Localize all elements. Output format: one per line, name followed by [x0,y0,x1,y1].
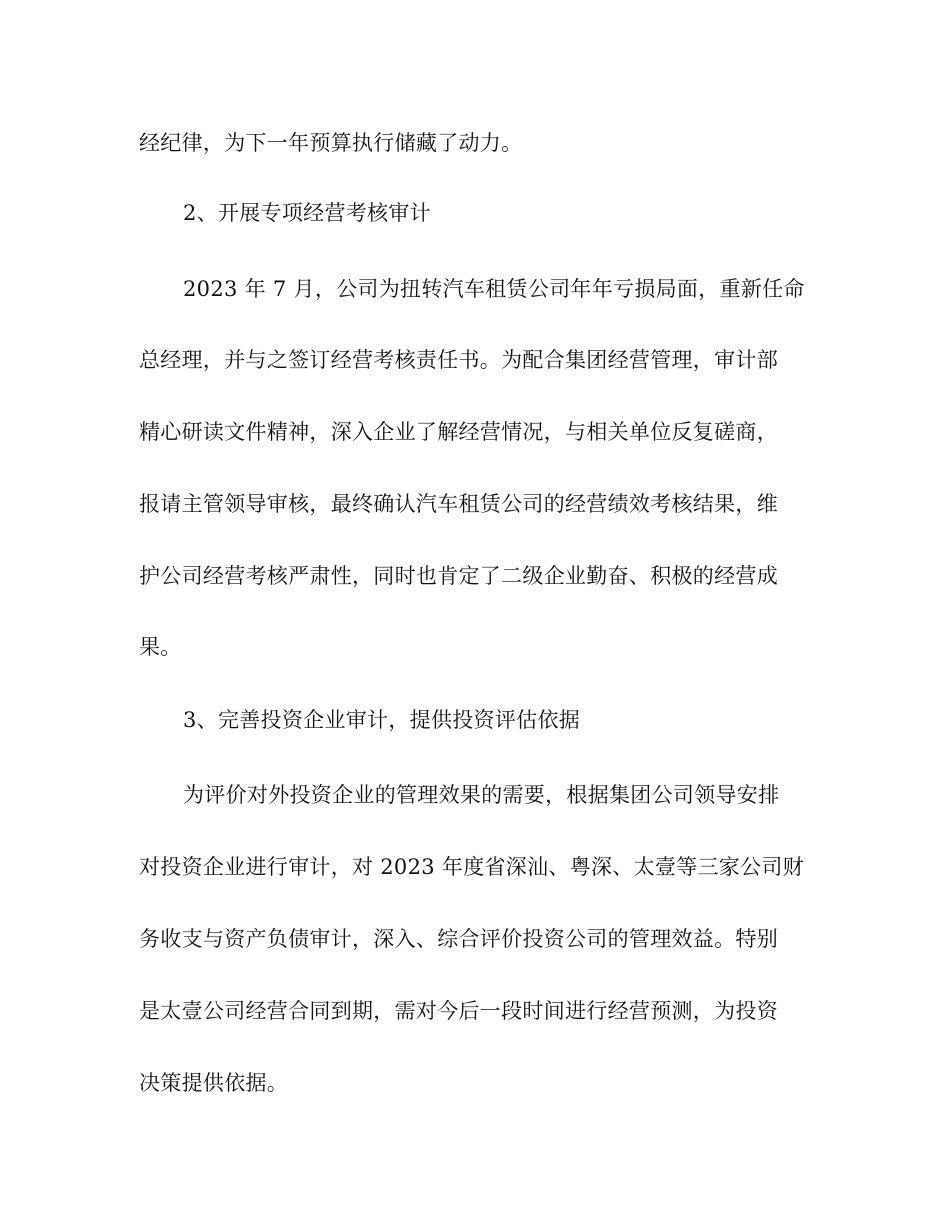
paragraph-line: 果。 [139,635,182,659]
paragraph-line: 务收支与资产负债审计，深入、综合评价投资公司的管理效益。特别 [139,927,778,951]
paragraph-line: 报请主管领导审核，最终确认汽车租赁公司的经营绩效考核结果，维 [139,492,778,516]
paragraph-line: 决策提供依据。 [139,1071,289,1095]
paragraph-line: 总经理，并与之签订经营考核责任书。为配合集团经营管理，审计部 [139,348,778,372]
paragraph-line: 是太壹公司经营合同到期，需对今后一段时间进行经营预测，为投资 [139,999,778,1023]
paragraph-line: 为评价对外投资企业的管理效果的需要，根据集团公司领导安排 [183,783,780,807]
paragraph-line: 经纪律，为下一年预算执行储藏了动力。 [139,131,523,155]
section-heading-3: 3、完善投资企业审计，提供投资评估依据 [183,708,581,732]
section-heading-2: 2、开展专项经营考核审计 [183,201,431,225]
paragraph-line: 护公司经营考核严肃性，同时也肯定了二级企业勤奋、积极的经营成 [139,564,778,588]
paragraph-line: 对投资企业进行审计，对 2023 年度省深汕、粤深、太壹等三家公司财 [139,855,804,879]
paragraph-line: 精心研读文件精神，深入企业了解经营情况，与相关单位反复磋商， [139,420,778,444]
paragraph-line: 2023 年 7 月，公司为扭转汽车租赁公司年年亏损局面，重新任命 [183,277,805,301]
